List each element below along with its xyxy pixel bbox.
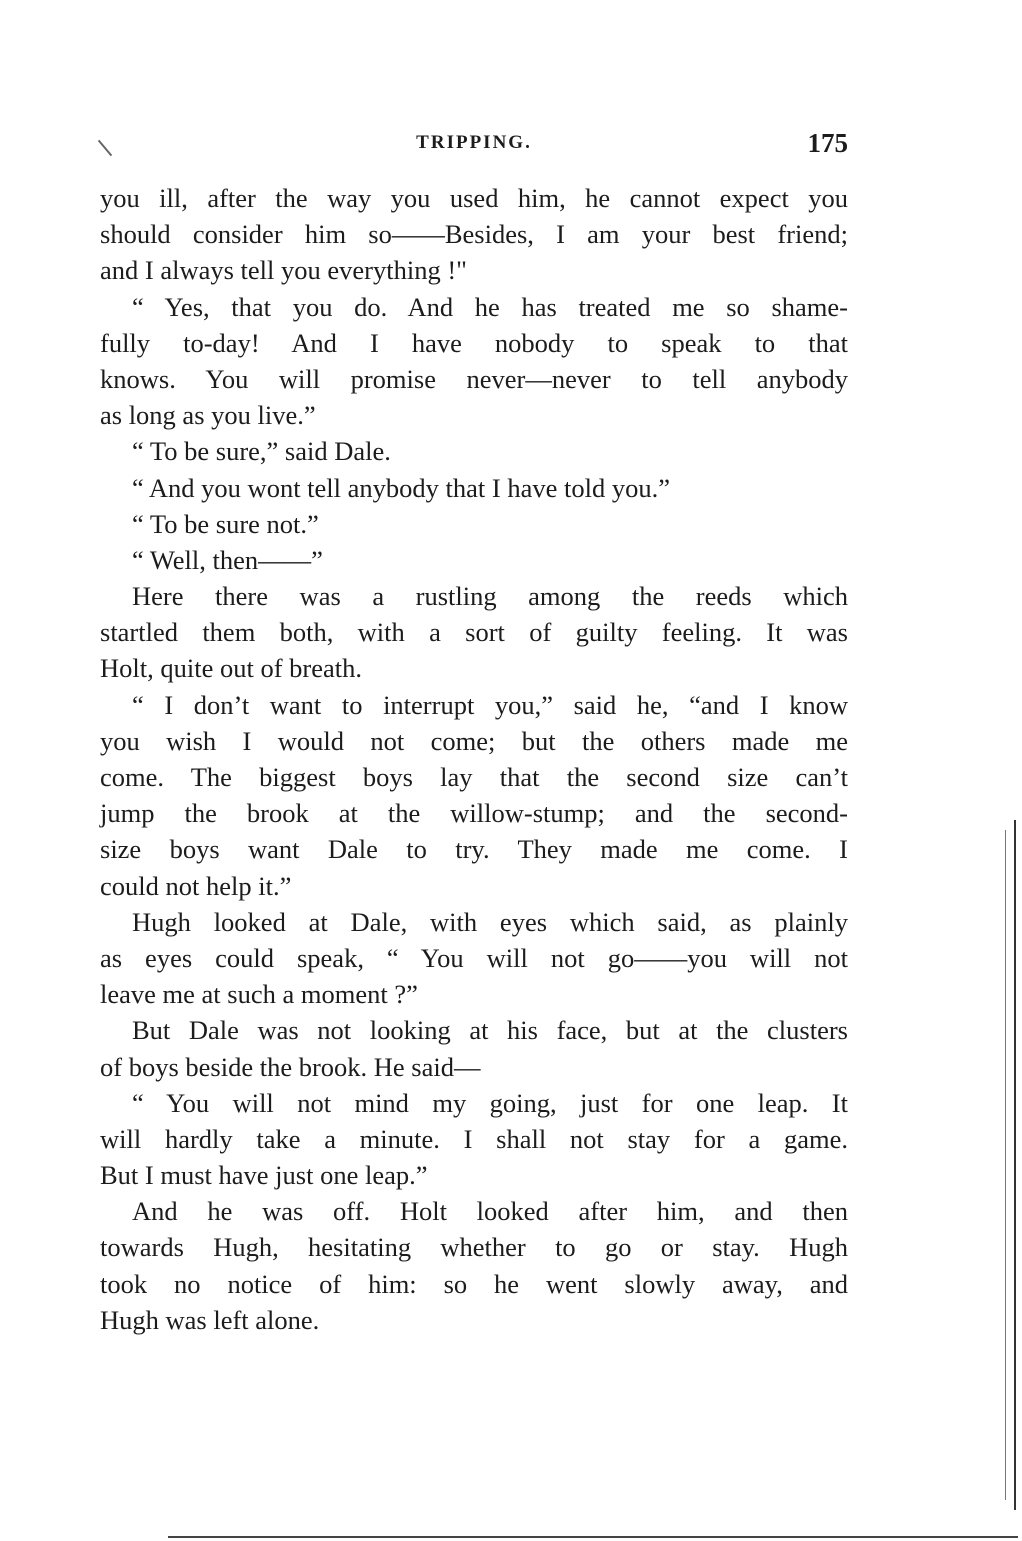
text-line: jump the brook at the willow-stump; and the second- <box>100 798 848 829</box>
text-line: startled them both, with a sort of guilty feeling. It was <box>100 617 848 648</box>
text-line: will hardly take a minute. I shall not stay for a game. <box>100 1123 848 1154</box>
text-line: knows. You will promise never—never to tell anybody <box>100 363 848 394</box>
page-edge-line <box>1014 820 1016 1510</box>
text-line: took no notice of him: so he went slowly away, and <box>100 1268 848 1299</box>
text-line: should consider him so——Besides, I am your best friend; <box>100 219 848 250</box>
text-line: Here there was a rustling among the reeds which <box>132 581 848 612</box>
text-line: But I must have just one leap.” <box>100 1160 428 1191</box>
text-line: of boys beside the brook. He said— <box>100 1051 481 1082</box>
text-line: “ And you wont tell anybody that I have told you.” <box>132 472 670 503</box>
text-line: as eyes could speak, “ You will not go——you will not <box>100 942 848 973</box>
page-header <box>100 128 848 162</box>
text-line: could not help it.” <box>100 870 292 901</box>
text-line: But Dale was not looking at his face, but at the clusters <box>132 1015 848 1046</box>
text-line: towards Hugh, hesitating whether to go or stay. Hugh <box>100 1232 848 1263</box>
text-line: “ I don’t want to interrupt you,” said he, “and I know <box>132 689 848 720</box>
page-number: 175 <box>807 128 848 158</box>
text-line: Hugh looked at Dale, with eyes which said, as plainly <box>132 906 848 937</box>
text-line: “ You will not mind my going, just for one leap. It <box>132 1087 848 1118</box>
text-line: and I always tell you everything !" <box>100 255 467 286</box>
text-line: you wish I would not come; but the others made me <box>100 725 848 756</box>
text-line: “ To be sure,” said Dale. <box>132 436 391 467</box>
text-line: Holt, quite out of breath. <box>100 653 362 684</box>
text-line: “ Well, then——” <box>132 544 323 575</box>
text-line: you ill, after the way you used him, he cannot expect you <box>100 183 848 213</box>
text-line: as long as you live.” <box>100 400 316 431</box>
text-line: fully to-day! And I have nobody to speak to that <box>100 327 848 358</box>
text-line: size boys want Dale to try. They made me come. I <box>100 834 848 865</box>
text-line: come. The biggest boys lay that the second size can’t <box>100 762 848 792</box>
text-line: “ To be sure not.” <box>132 508 319 539</box>
bottom-rule <box>168 1536 1018 1538</box>
body-text <box>100 180 848 1338</box>
text-line: And he was off. Holt looked after him, and then <box>132 1196 848 1227</box>
text-line: leave me at such a moment ?” <box>100 979 418 1010</box>
text-line: “ Yes, that you do. And he has treated me so shame- <box>132 291 848 322</box>
running-title: TRIPPING. <box>416 132 532 153</box>
text-line: Hugh was left alone. <box>100 1304 320 1335</box>
page-edge-line-inner <box>1005 830 1006 1500</box>
